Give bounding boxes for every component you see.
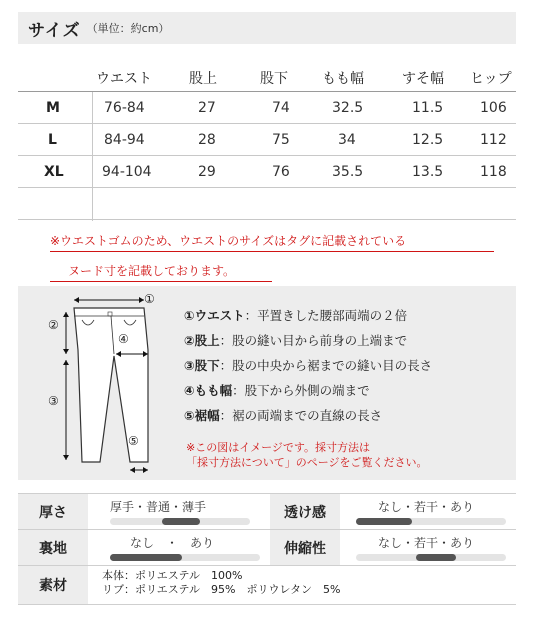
feature-row — [18, 529, 516, 565]
table-cell: 35.5 — [332, 163, 364, 180]
definition-desc: ：股の縫い目から前身の上端まで — [219, 332, 408, 348]
scale-bar-lining — [110, 554, 260, 561]
table-cell: 76-84 — [104, 99, 145, 116]
table-divider — [92, 92, 93, 221]
column-header-waist: ウエスト — [96, 70, 152, 87]
definition-term: ⑤裾幅 — [184, 407, 220, 423]
definition-desc: ：裾の両端までの直線の長さ — [219, 407, 383, 423]
table-cell: 75 — [272, 131, 290, 148]
marker-5: ⑤ — [128, 434, 139, 448]
feature-label-thickness: 厚さ — [18, 494, 88, 529]
scale-text-thickness: 厚手・普通・薄手 — [110, 500, 207, 514]
marker-3: ③ — [48, 394, 59, 408]
column-header-rise: 股上 — [189, 70, 217, 87]
scale-bar-stretch — [356, 554, 506, 561]
note-underline — [50, 281, 272, 282]
scale-indicator-transparency — [356, 518, 412, 525]
table-cell: 13.5 — [412, 163, 444, 180]
material-line-rib: リブ：ポリエステル 95% ポリウレタン 5% — [102, 583, 341, 596]
feature-label-stretch: 伸縮性 — [270, 530, 340, 565]
scale-indicator-lining — [110, 554, 182, 561]
table-cell: 32.5 — [332, 99, 364, 116]
feature-label-lining: 裏地 — [18, 530, 88, 565]
definition-thigh — [184, 377, 504, 402]
material-text — [102, 569, 340, 597]
marker-4: ④ — [118, 332, 129, 346]
measurement-diagram — [18, 286, 516, 480]
size-label: M — [46, 99, 60, 116]
scale-bar-transparency — [356, 518, 506, 525]
definition-hem — [184, 402, 504, 427]
scale-text-lining: なし ・ あり — [130, 536, 215, 550]
size-title: サイズ — [28, 20, 81, 41]
table-cell: 118 — [480, 163, 507, 180]
definition-term: ③股下 — [184, 357, 220, 373]
pants-illustration — [44, 290, 184, 476]
size-table — [18, 64, 516, 220]
table-cell: 28 — [198, 131, 216, 148]
table-cell: 12.5 — [412, 131, 444, 148]
definition-term: ①ウエスト — [184, 307, 245, 323]
definition-term: ②股上 — [184, 332, 220, 348]
size-unit: （単位：約cm） — [86, 22, 170, 35]
feature-label-material: 素材 — [18, 566, 88, 604]
table-cell: 34 — [338, 131, 356, 148]
table-cell: 76 — [272, 163, 290, 180]
scale-bar-thickness — [110, 518, 250, 525]
definition-desc: ：股の中央から裾までの縫い目の長さ — [219, 357, 433, 373]
table-cell: 29 — [198, 163, 216, 180]
feature-label-transparency: 透け感 — [270, 494, 340, 529]
table-cell: 94-104 — [102, 163, 152, 180]
waist-note-line1: ※ウエストゴムのため、ウエストのサイズはタグに記載されている — [50, 234, 407, 248]
diagram-note-line2: 「採寸方法について」のページをご覧ください。 — [186, 456, 428, 469]
table-cell: 27 — [198, 99, 216, 116]
definition-inseam — [184, 352, 504, 377]
fabric-features — [18, 493, 516, 605]
size-header — [18, 12, 516, 44]
definition-desc: ：平置きした腰部両端の２倍 — [244, 307, 408, 323]
scale-indicator-stretch — [416, 554, 456, 561]
size-table-header-row — [18, 64, 516, 92]
column-header-inseam: 股下 — [260, 70, 288, 87]
material-line-body: 本体：ポリエステル 100% — [102, 569, 243, 582]
note-underline — [50, 251, 494, 252]
table-cell: 112 — [480, 131, 507, 148]
waist-note-line2: ヌード寸を記載しております。 — [68, 264, 236, 278]
table-cell: 74 — [272, 99, 290, 116]
scale-text-transparency: なし・若干・あり — [378, 500, 475, 514]
table-cell: 84-94 — [104, 131, 145, 148]
definition-waist — [184, 302, 504, 327]
scale-indicator-thickness — [162, 518, 200, 525]
column-header-hem: すそ幅 — [402, 70, 444, 87]
feature-row — [18, 493, 516, 529]
size-label: XL — [44, 163, 64, 180]
feature-row — [18, 565, 516, 605]
table-cell: 106 — [480, 99, 507, 116]
measurement-definitions — [184, 302, 504, 427]
definition-desc: ：股下から外側の端まで — [232, 382, 370, 398]
diagram-note-line1: ※この図はイメージです。採寸方法は — [186, 441, 371, 454]
size-label: L — [48, 131, 57, 148]
column-header-thigh: もも幅 — [322, 70, 364, 87]
diagram-note — [186, 440, 428, 470]
table-cell: 11.5 — [412, 99, 444, 116]
definition-rise — [184, 327, 504, 352]
definition-term: ④もも幅 — [184, 382, 233, 398]
marker-2: ② — [48, 318, 59, 332]
marker-1: ① — [144, 292, 155, 306]
scale-text-stretch: なし・若干・あり — [378, 536, 475, 550]
column-header-hip: ヒップ — [470, 70, 512, 87]
